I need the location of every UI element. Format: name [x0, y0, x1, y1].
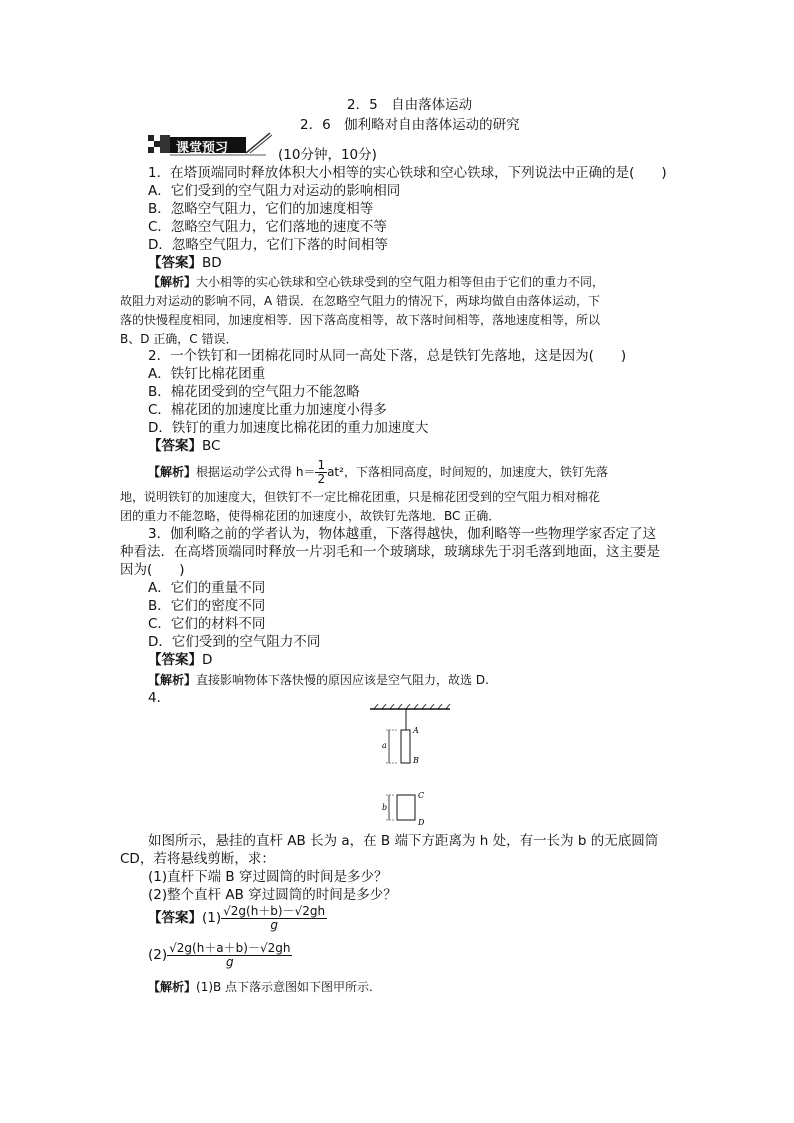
q2-stem: 2．一个铁钉和一团棉花同时从同一高处下落，总是铁钉先落地，这是因为( ) — [148, 348, 627, 364]
q4-ans1-fraction — [221, 905, 327, 932]
q1-analysis-line-2: 故阻力对运动的影响不同，A 错误．在忽略空气阻力的情况下，两球均做自由落体运动，下 — [120, 294, 601, 308]
q3-analysis — [148, 671, 489, 689]
q3-analysis-text: 直接影响物体下落快慢的原因应该是空气阻力，故选 D. — [196, 673, 489, 687]
q4-stem-line-1: 如图所示，悬挂的直杆 AB 长为 a，在 B 端下方距离为 h 处，有一长为 b 的无底圆筒 — [148, 833, 659, 849]
q3-answer — [148, 651, 212, 669]
q2-analysis-line-3: 团的重力不能忽略，使得棉花团的加速度小，故铁钉先落地．BC 正确． — [120, 509, 501, 523]
q2-answer-value: BC — [202, 438, 221, 454]
q4-ans1-denominator: g — [270, 917, 278, 932]
label-length-a: a — [382, 741, 387, 750]
q1-answer-value: BD — [202, 255, 222, 271]
q1-analysis-line-4: B、D 正确，C 错误． — [120, 332, 238, 346]
answer-tag: 【答案】 — [148, 255, 202, 271]
q1-analysis-line-1 — [148, 273, 604, 291]
q3-option-a: A．它们的重量不同 — [148, 580, 266, 596]
analysis-tag: 【解析】 — [148, 275, 197, 289]
answer-tag: 【答案】 — [148, 438, 202, 454]
half-fraction — [315, 459, 327, 486]
answer-tag: 【答案】 — [148, 652, 202, 668]
q1-option-a: A．它们受到的空气阻力对运动的影响相同 — [148, 183, 401, 199]
q3-stem-line-1: 3．伽利略之前的学者认为，物体越重，下落得越快，伽利略等一些物理学家否定了这 — [148, 526, 657, 542]
q2-analysis-line-2: 地，说明铁钉的加速度大，但铁钉不一定比棉花团重，只是棉花团受到的空气阻力相对棉花 — [120, 490, 601, 504]
label-length-b: b — [382, 803, 388, 812]
q4-stem-line-2: CD，若将悬线剪断，求： — [120, 851, 275, 867]
q2-analysis-tail: at²，下落相同高度，时间短的，加速度大，铁钉先落 — [327, 465, 608, 479]
q1-option-b: B．忽略空气阻力，它们的加速度相等 — [148, 201, 374, 217]
q4-ans1-prefix: (1) — [202, 910, 222, 926]
q3-answer-value: D — [202, 652, 213, 668]
q2-option-c: C．棉花团的加速度比重力加速度小得多 — [148, 402, 387, 418]
label-d-point: D — [418, 818, 425, 827]
q1-analysis-text-1: 大小相等的实心铁球和空心铁球受到的空气阻力相等但由于它们的重力不同， — [196, 275, 605, 289]
q2-option-a: A．铁钉比棉花团重 — [148, 366, 266, 382]
q1-option-c: C．忽略空气阻力，它们落地的速度不等 — [148, 219, 387, 235]
q2-option-b: B．棉花团受到的空气阻力不能忽略 — [148, 384, 360, 400]
answer-tag: 【答案】 — [148, 910, 202, 926]
q2-analysis-head: 根据运动学公式得 h＝ — [196, 465, 316, 479]
q4-ans2-numerator: √2g(h＋a＋b)－√2gh — [169, 940, 291, 955]
q4-sub-2: (2)整个直杆 AB 穿过圆筒的时间是多少？ — [148, 887, 397, 903]
q3-stem-line-3: 因为( ) — [120, 562, 185, 578]
q4-analysis — [148, 978, 373, 996]
label-a-point: A — [413, 726, 419, 735]
q2-analysis-line-1 — [148, 458, 608, 486]
q3-stem-line-2: 种看法．在高塔顶端同时释放一片羽毛和一个玻璃球，玻璃球先于羽毛落到地面，这主要是 — [120, 544, 660, 560]
q4-ans1-numerator: √2g(h＋b)－√2gh — [223, 903, 326, 918]
label-b-point: B — [413, 756, 419, 765]
rod-ab — [401, 730, 410, 763]
q2-answer — [148, 437, 220, 455]
q4-answer-1 — [148, 903, 327, 933]
q3-option-b: B．它们的密度不同 — [148, 598, 266, 614]
q1-stem: 1．在塔顶端同时释放体积大小相等的实心铁球和空心铁球，下列说法中正确的是( ) — [148, 165, 667, 181]
fraction-denominator: 2 — [317, 472, 326, 486]
q1-answer — [148, 254, 222, 272]
section-title-2: 2．6 伽利略对自由落体运动的研究 — [300, 117, 520, 133]
q4-ans2-fraction — [167, 942, 292, 969]
q4-sub-1: (1)直杆下端 B 穿过圆筒的时间是多少？ — [148, 869, 388, 885]
q4-answer-2 — [148, 940, 292, 970]
q2-option-d: D．铁钉的重力加速度比棉花团的重力加速度大 — [148, 420, 429, 436]
q4-ans2-prefix: (2) — [148, 947, 168, 963]
tube-cd — [397, 795, 415, 820]
q4-ans2-denominator: g — [225, 954, 234, 969]
analysis-tag: 【解析】 — [148, 673, 197, 687]
rod-tube-figure — [360, 700, 470, 830]
analysis-tag: 【解析】 — [148, 465, 197, 479]
q1-analysis-line-3: 落的快慢程度相同，加速度相等．因下落高度相等，故下落时间相等，落地速度相等，所以 — [120, 313, 601, 327]
fraction-numerator: 1 — [317, 458, 326, 472]
q4-number: 4. — [148, 690, 161, 706]
intro-text: (10分钟，10分) — [278, 147, 377, 163]
q3-option-c: C．它们的材料不同 — [148, 616, 266, 632]
label-c-point: C — [418, 791, 425, 800]
preview-banner — [146, 131, 276, 159]
q4-analysis-text: (1)B 点下落示意图如下图甲所示. — [196, 980, 373, 994]
analysis-tag: 【解析】 — [148, 980, 197, 994]
section-title-1: 2．5 自由落体运动 — [347, 97, 473, 113]
q3-option-d: D．它们受到的空气阻力不同 — [148, 634, 321, 650]
banner-label: 课堂预习 — [176, 141, 229, 156]
q1-option-d: D．忽略空气阻力，它们下落的时间相等 — [148, 237, 388, 253]
